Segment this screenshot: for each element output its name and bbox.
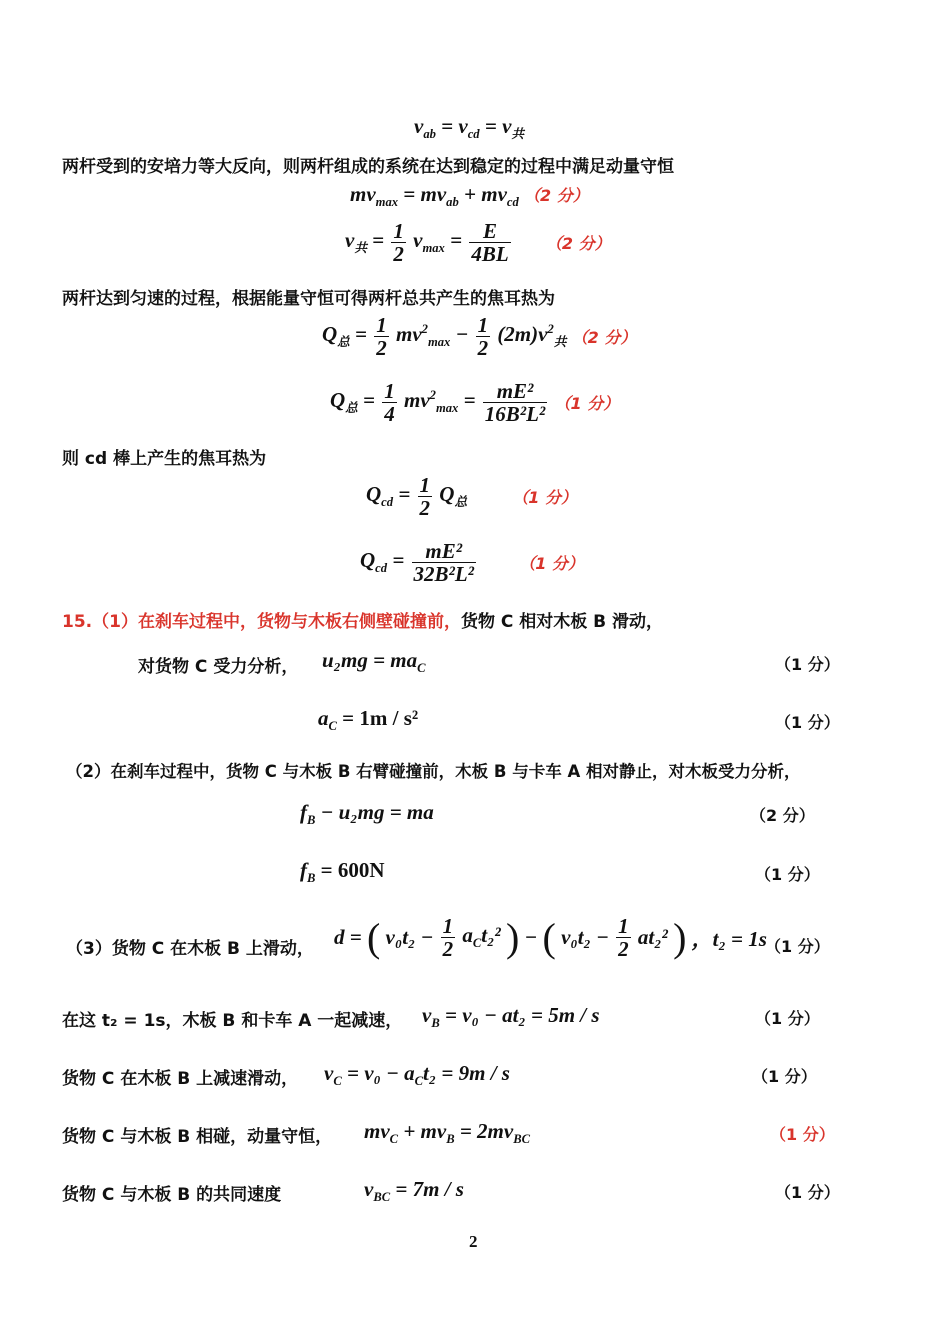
problem-15-part1: 15.（1）在刹车过程中，货物与木板右侧壁碰撞前，货物 C 相对木板 B 滑动，	[62, 612, 664, 632]
score-label: （1 分）	[765, 937, 830, 956]
problem-15-part3-line-c: 货物 C 在木板 B 上减速滑动，	[62, 1069, 299, 1089]
text-momentum-conservation: 两杆受到的安培力等大反向，则两杆组成的系统在达到稳定的过程中满足动量守恒	[62, 157, 674, 177]
equation-common-velocity-bc: $v_{BC} = 7m / s$	[364, 1177, 464, 1205]
problem-15-part3-text: （3）货物 C 在木板 B 上滑动，	[66, 939, 314, 959]
score-label: （2 分）	[545, 234, 611, 254]
score-label: （2 分）	[524, 186, 589, 205]
equation-cd-heat-2: $Q_{cd}$ = $\frac{\text{mE²}}{\text{32B²L²}}$ （1 分）	[360, 539, 584, 587]
equation-cargo-acceleration: $a_C = 1m / s^2$	[318, 706, 419, 734]
text-cd-heat: 则 cd 棒上产生的焦耳热为	[62, 449, 267, 469]
problem-15-part3-line-d: 货物 C 与木板 B 相碰，动量守恒，	[62, 1127, 333, 1147]
equation-total-heat-1: $Q_总$ = $\frac{1}{2}$ $mv^2_{max}$ − $\frac{1}{2}$ $(2m)v^2_共$ （2 分）	[322, 313, 637, 361]
problem-15-part3-line-b: 在这 t₂ = 1s，木板 B 和卡车 A 一起减速，	[62, 1011, 403, 1031]
equation-collision-momentum: $mv_C + mv_B = 2mv_{BC}$	[364, 1119, 531, 1147]
fraction-e-over-4bl: $\frac{E}{4BL}$	[471, 219, 509, 267]
text-joule-heat: 两杆达到匀速的过程，根据能量守恒可得两杆总共产生的焦耳热为	[62, 289, 555, 309]
problem-15-part3-line-e: 货物 C 与木板 B 的共同速度	[62, 1185, 282, 1205]
score-label: （1 分）	[755, 865, 820, 884]
equation-shared-velocity: $v_{ab} = v_{cd} = v_共$	[414, 114, 524, 142]
equation-relative-displacement: d = ( v₀t₂ − $\frac{1}{2}$ $a_Ct_2^2$ ) − ( v₀t₂ − $\frac{1}{2}$ at₂² ) ，t₂ = 1s	[334, 913, 767, 961]
equation-total-heat-2: $Q_总$ = $\frac{1}{4}$ $mv^2_{max}$ = $\frac{\text{mE²}}{\text{16B²L²}}$ （1 分）	[330, 379, 620, 427]
fraction-half: $\frac{1}{2}$	[393, 219, 404, 267]
score-label: （1 分）	[554, 394, 620, 414]
score-label: （2 分）	[750, 806, 815, 825]
page-number: 2	[469, 1232, 478, 1251]
score-label: （1 分）	[775, 713, 840, 732]
score-label: （1 分）	[775, 655, 840, 674]
score-label: （1 分）	[775, 1183, 840, 1202]
score-label: （1 分）	[755, 1009, 820, 1028]
equation-momentum: $mv_{max} = mv_{ab} + mv_{cd}$ （2 分）	[350, 182, 589, 210]
score-label: （1 分）	[752, 1067, 817, 1086]
equation-board-friction: $f_B = 600N$	[300, 858, 385, 886]
score-label: （1 分）	[512, 488, 578, 508]
equation-common-velocity: $v_共$ = $\frac{1}{2}$ $v_{max}$ = $\frac{E}{4BL}$ （2 分）	[345, 219, 611, 267]
score-label: （2 分）	[571, 328, 637, 348]
equation-board-force: $f_B - u_2mg$ = ma	[300, 800, 434, 828]
equation-cargo-velocity: $v_C = v_0 - a_Ct_2 = 9m / s$	[324, 1061, 510, 1089]
problem-15-force-analysis-text: 对货物 C 受力分析，	[138, 657, 299, 677]
score-label: （1 分）	[519, 554, 584, 574]
score-label: （1 分）	[770, 1125, 835, 1144]
equation-cd-heat-1: $Q_{cd}$ = $\frac{1}{2}$ $Q_总$ （1 分）	[366, 473, 578, 521]
equation-cargo-force: $u_2mg = ma_C$	[322, 648, 426, 676]
problem-15-part2: （2）在刹车过程中，货物 C 与木板 B 右臂碰撞前，木板 B 与卡车 A 相对静止，对木板受力分析，	[66, 762, 801, 781]
equation-board-velocity: $v_B = v_0 - at_2 = 5m / s$	[422, 1003, 600, 1031]
